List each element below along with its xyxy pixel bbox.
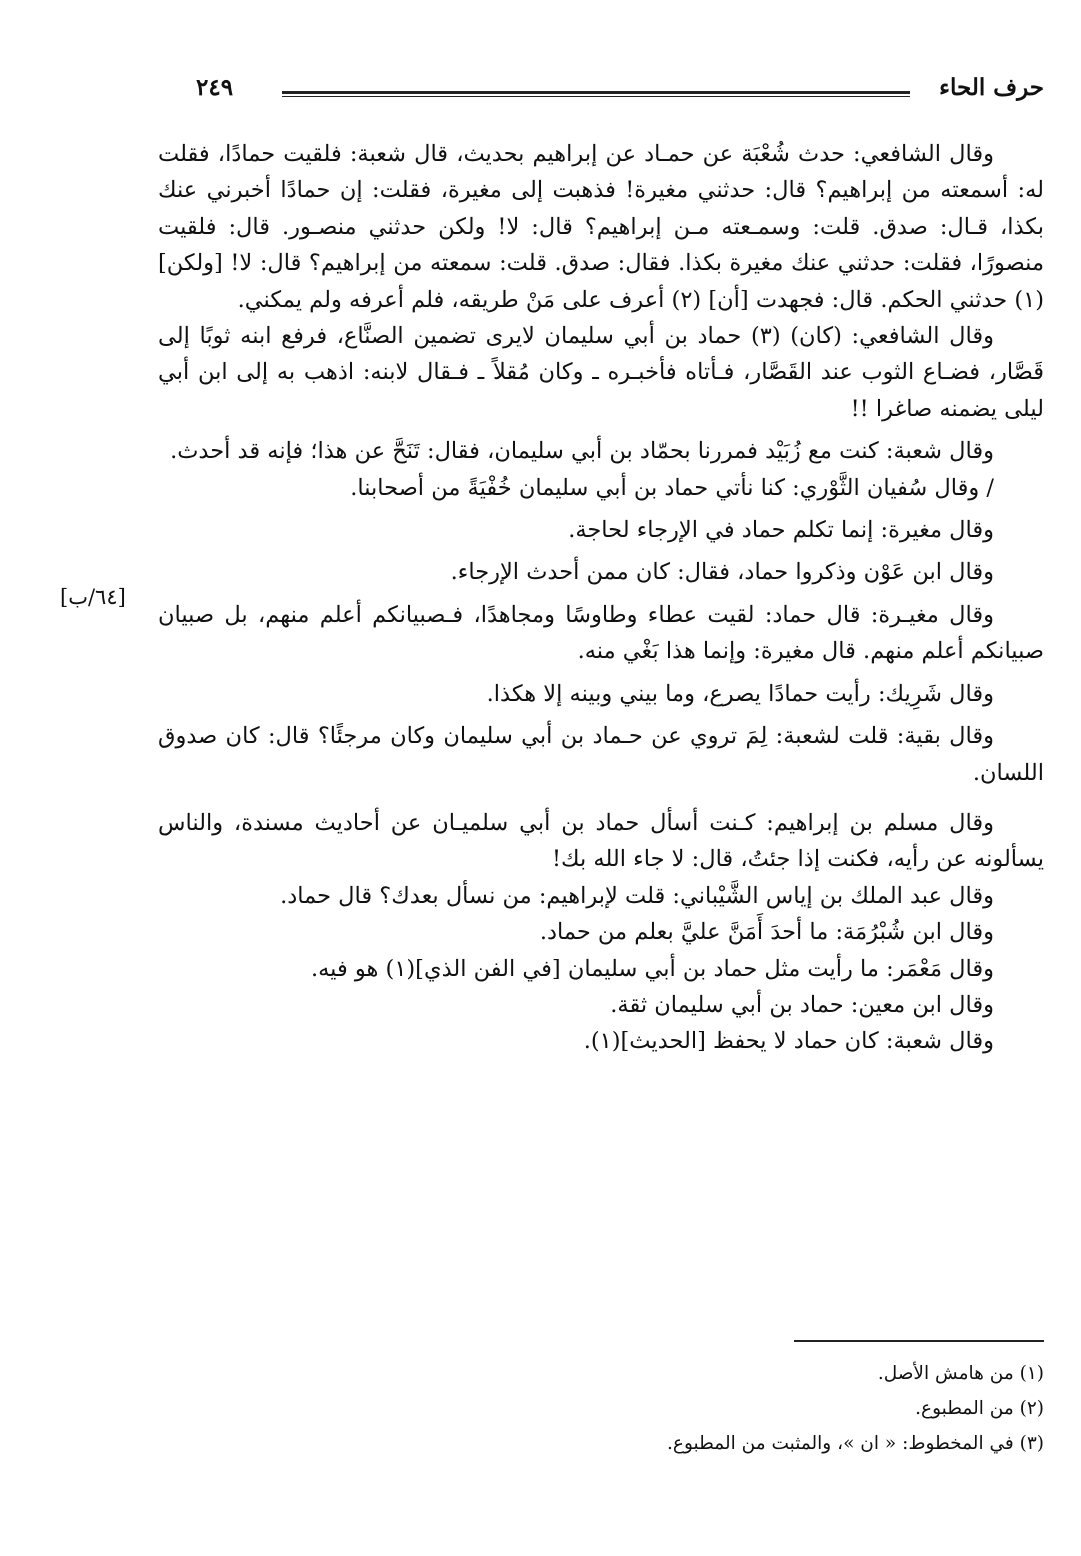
paragraph: وقال ابن معين: حماد بن أبي سليمان ثقة.: [610, 991, 994, 1018]
paragraph: وقال مسلم بن إبراهيم: كـنت أسأل حماد بن أبي سلميـان عن أحاديث مسندة، والناس يسألونه عن رأيه، فكنت إذا جئتُ، قال: لا جاء الله بك!: [158, 809, 1044, 873]
paragraph: / وقال سُفيان الثَّوْري: كنا نأتي حماد بن أبي سليمان خُفْيَةً من أصحابنا.: [350, 474, 994, 501]
paragraph: وقال شعبة: كنت مع زُبَيْد فمررنا بحمّاد بن أبي سليمان، فقال: تَنَحَّ عن هذا؛ فإنه قد أحدث.: [170, 438, 994, 465]
header-rule: [282, 91, 910, 94]
paragraph: وقال مغيرة: إنما تكلم حماد في الإرجاء لحاجة.: [568, 517, 994, 544]
paragraph: وقال مغيـرة: قال حماد: لقيت عطاء وطاوسًا ومجاهدًا، فـصبيانكم أعلم منهم، بل صبيان صبيانكم أعلم منهم. قال مغيرة: وإنما هذا بَغْي منه.: [158, 601, 1044, 665]
footnote: (١) من هامش الأصل.: [877, 1363, 1044, 1384]
footnote: (٢) من المطبوع.: [915, 1398, 1044, 1419]
paragraph: وقال شَرِيك: رأيت حمادًا يصرع، وما بيني وبينه إلا هكذا.: [486, 680, 994, 707]
page-number: ٢٤٩: [196, 74, 234, 101]
paragraph: وقال ابن عَوْن وذكروا حماد، فقال: كان ممن أحدث الإرجاء.: [450, 559, 994, 586]
main-text: [158, 136, 1044, 1060]
footnote: (٣) في المخطوط: « ان »، والمثبت من المطبوع.: [667, 1433, 1044, 1454]
running-header: [196, 72, 1044, 112]
paragraph: وقال الشافعي: (كان) (٣) حماد بن أبي سليمان لايرى تضمين الصنَّاع، فرفع ابنه ثوبًا إلى قَصَّار، فضـاع الثوب عند القَصَّار، فـأتاه فأخبـره ـ وكان مُقلاً ـ فـقال لابنه: اذهب به إلى ابن أبي ليلى يضمنه صاغرا !!: [158, 323, 1044, 422]
manuscript-folio-marker: [٦٤/ب]: [60, 585, 126, 609]
paragraph: وقال عبد الملك بن إياس الشَّيْباني: قلت لإبراهيم: من نسأل بعدك؟ قال حماد.: [280, 882, 994, 909]
paragraph: وقال شعبة: كان حماد لا يحفظ [الحديث](١).: [583, 1028, 994, 1055]
paragraph: وقال ابن شُبْرُمَة: ما أحدَ أَمَنَّ عليَّ بعلم من حماد.: [539, 919, 994, 946]
paragraph: وقال مَعْمَر: ما رأيت مثل حماد بن أبي سليمان [في الفن الذي](١) هو فيه.: [310, 955, 994, 982]
header-rule-thin: [282, 96, 910, 97]
chapter-title: حرف الحاء: [939, 74, 1044, 101]
footnotes: [560, 1356, 1044, 1461]
paragraph: وقال بقية: قلت لشعبة: لِمَ تروي عن حـماد بن أبي سليمان وكان مرجئًا؟ قال: كان صدوق اللسان.: [158, 723, 1044, 786]
paragraph: وقال الشافعي: حدث شُعْبَة عن حمـاد عن إبراهيم بحديث، قال شعبة: فلقيت حمادًا، فقلت له: أسمعته من إبراهيم؟ قال: حدثني مغيرة! فذهبت إلى مغيرة، فقلت: إن حمادًا أخبرني عنك بكذا، قـال: صدق. قلت: وسمـعته مـن إبراهيم؟ قال: لا! ولكن حدثني منصـور. قال: فلقيت منصورًا، فقلت: حدثني عنك مغيرة بكذا. فقال: صدق. قلت: سمعته من إبراهيم؟ قال: لا! [ولكن] (١) حدثني الحكم. قال: فجهدت [أن] (٢) أعرف على مَنْ طريقه، فلم أعرفه ولم يمكني.: [158, 141, 1044, 313]
footnote-separator: [794, 1340, 1044, 1342]
